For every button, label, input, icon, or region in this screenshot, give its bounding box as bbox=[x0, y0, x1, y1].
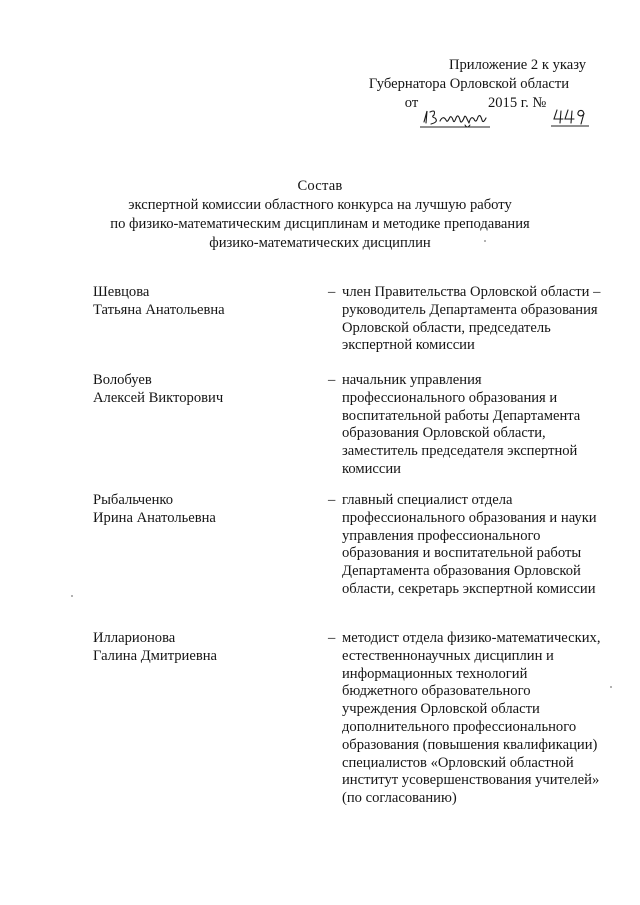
member-given-names: Галина Дмитриевна bbox=[93, 648, 218, 664]
title-line-2: по физико-математическим дисциплинам и методике преподавания bbox=[110, 216, 530, 232]
scan-speck bbox=[484, 240, 486, 242]
member-role: методист отдела физико-математических, естественнонаучных дисциплин и информационных технологий бюджетного образовательного учреждения Орловской области дополнительного профессионального образования (повышения квалификации) специалистов «Орловский областной институт усовершенствования учителей» (по согласованию) bbox=[342, 630, 601, 807]
member-dash: – bbox=[328, 372, 336, 388]
appendix-date-line bbox=[338, 94, 586, 113]
member-surname: Илларионова bbox=[93, 630, 176, 646]
scan-speck bbox=[610, 686, 612, 688]
member-role: член Правительства Орловской области – руководитель Департамента образования Орловской области, председатель экспертной комиссии bbox=[342, 284, 601, 354]
member-given-names: Татьяна Анатольевна bbox=[93, 302, 225, 318]
member-given-names: Ирина Анатольевна bbox=[93, 510, 216, 526]
member-surname: Шевцова bbox=[93, 284, 150, 300]
date-year-number-label: 2015 г. № bbox=[487, 95, 547, 111]
title-line-1: экспертной комиссии областного конкурса на лучшую работу bbox=[128, 197, 512, 213]
handwritten-number-ink bbox=[551, 106, 591, 130]
handwritten-date-ink bbox=[420, 105, 492, 131]
title-heading: Состав bbox=[297, 178, 343, 194]
appendix-line-2: Губернатора Орловской области bbox=[368, 76, 570, 92]
member-given-names: Алексей Викторович bbox=[93, 390, 224, 406]
member-dash: – bbox=[328, 630, 336, 646]
scan-speck bbox=[71, 595, 73, 597]
member-dash: – bbox=[328, 492, 336, 508]
document-title bbox=[0, 177, 640, 253]
member-role: главный специалист отдела профессионального образования и науки управления профессионального образования и воспитательной работы Департамента образования Орловской области, секретарь экспертной комиссии bbox=[342, 492, 597, 597]
member-dash: – bbox=[328, 284, 336, 300]
title-line-3: физико-математических дисциплин bbox=[209, 235, 431, 251]
member-surname: Волобуев bbox=[93, 372, 152, 388]
member-role: начальник управления профессионального образования и воспитательной работы Департамента образования Орловской области, заместитель председателя экспертной комиссии bbox=[342, 372, 581, 477]
appendix-line-1: Приложение 2 к указу bbox=[448, 57, 586, 73]
date-prefix: от bbox=[404, 95, 419, 111]
appendix-block bbox=[338, 56, 586, 113]
member-surname: Рыбальченко bbox=[93, 492, 174, 508]
